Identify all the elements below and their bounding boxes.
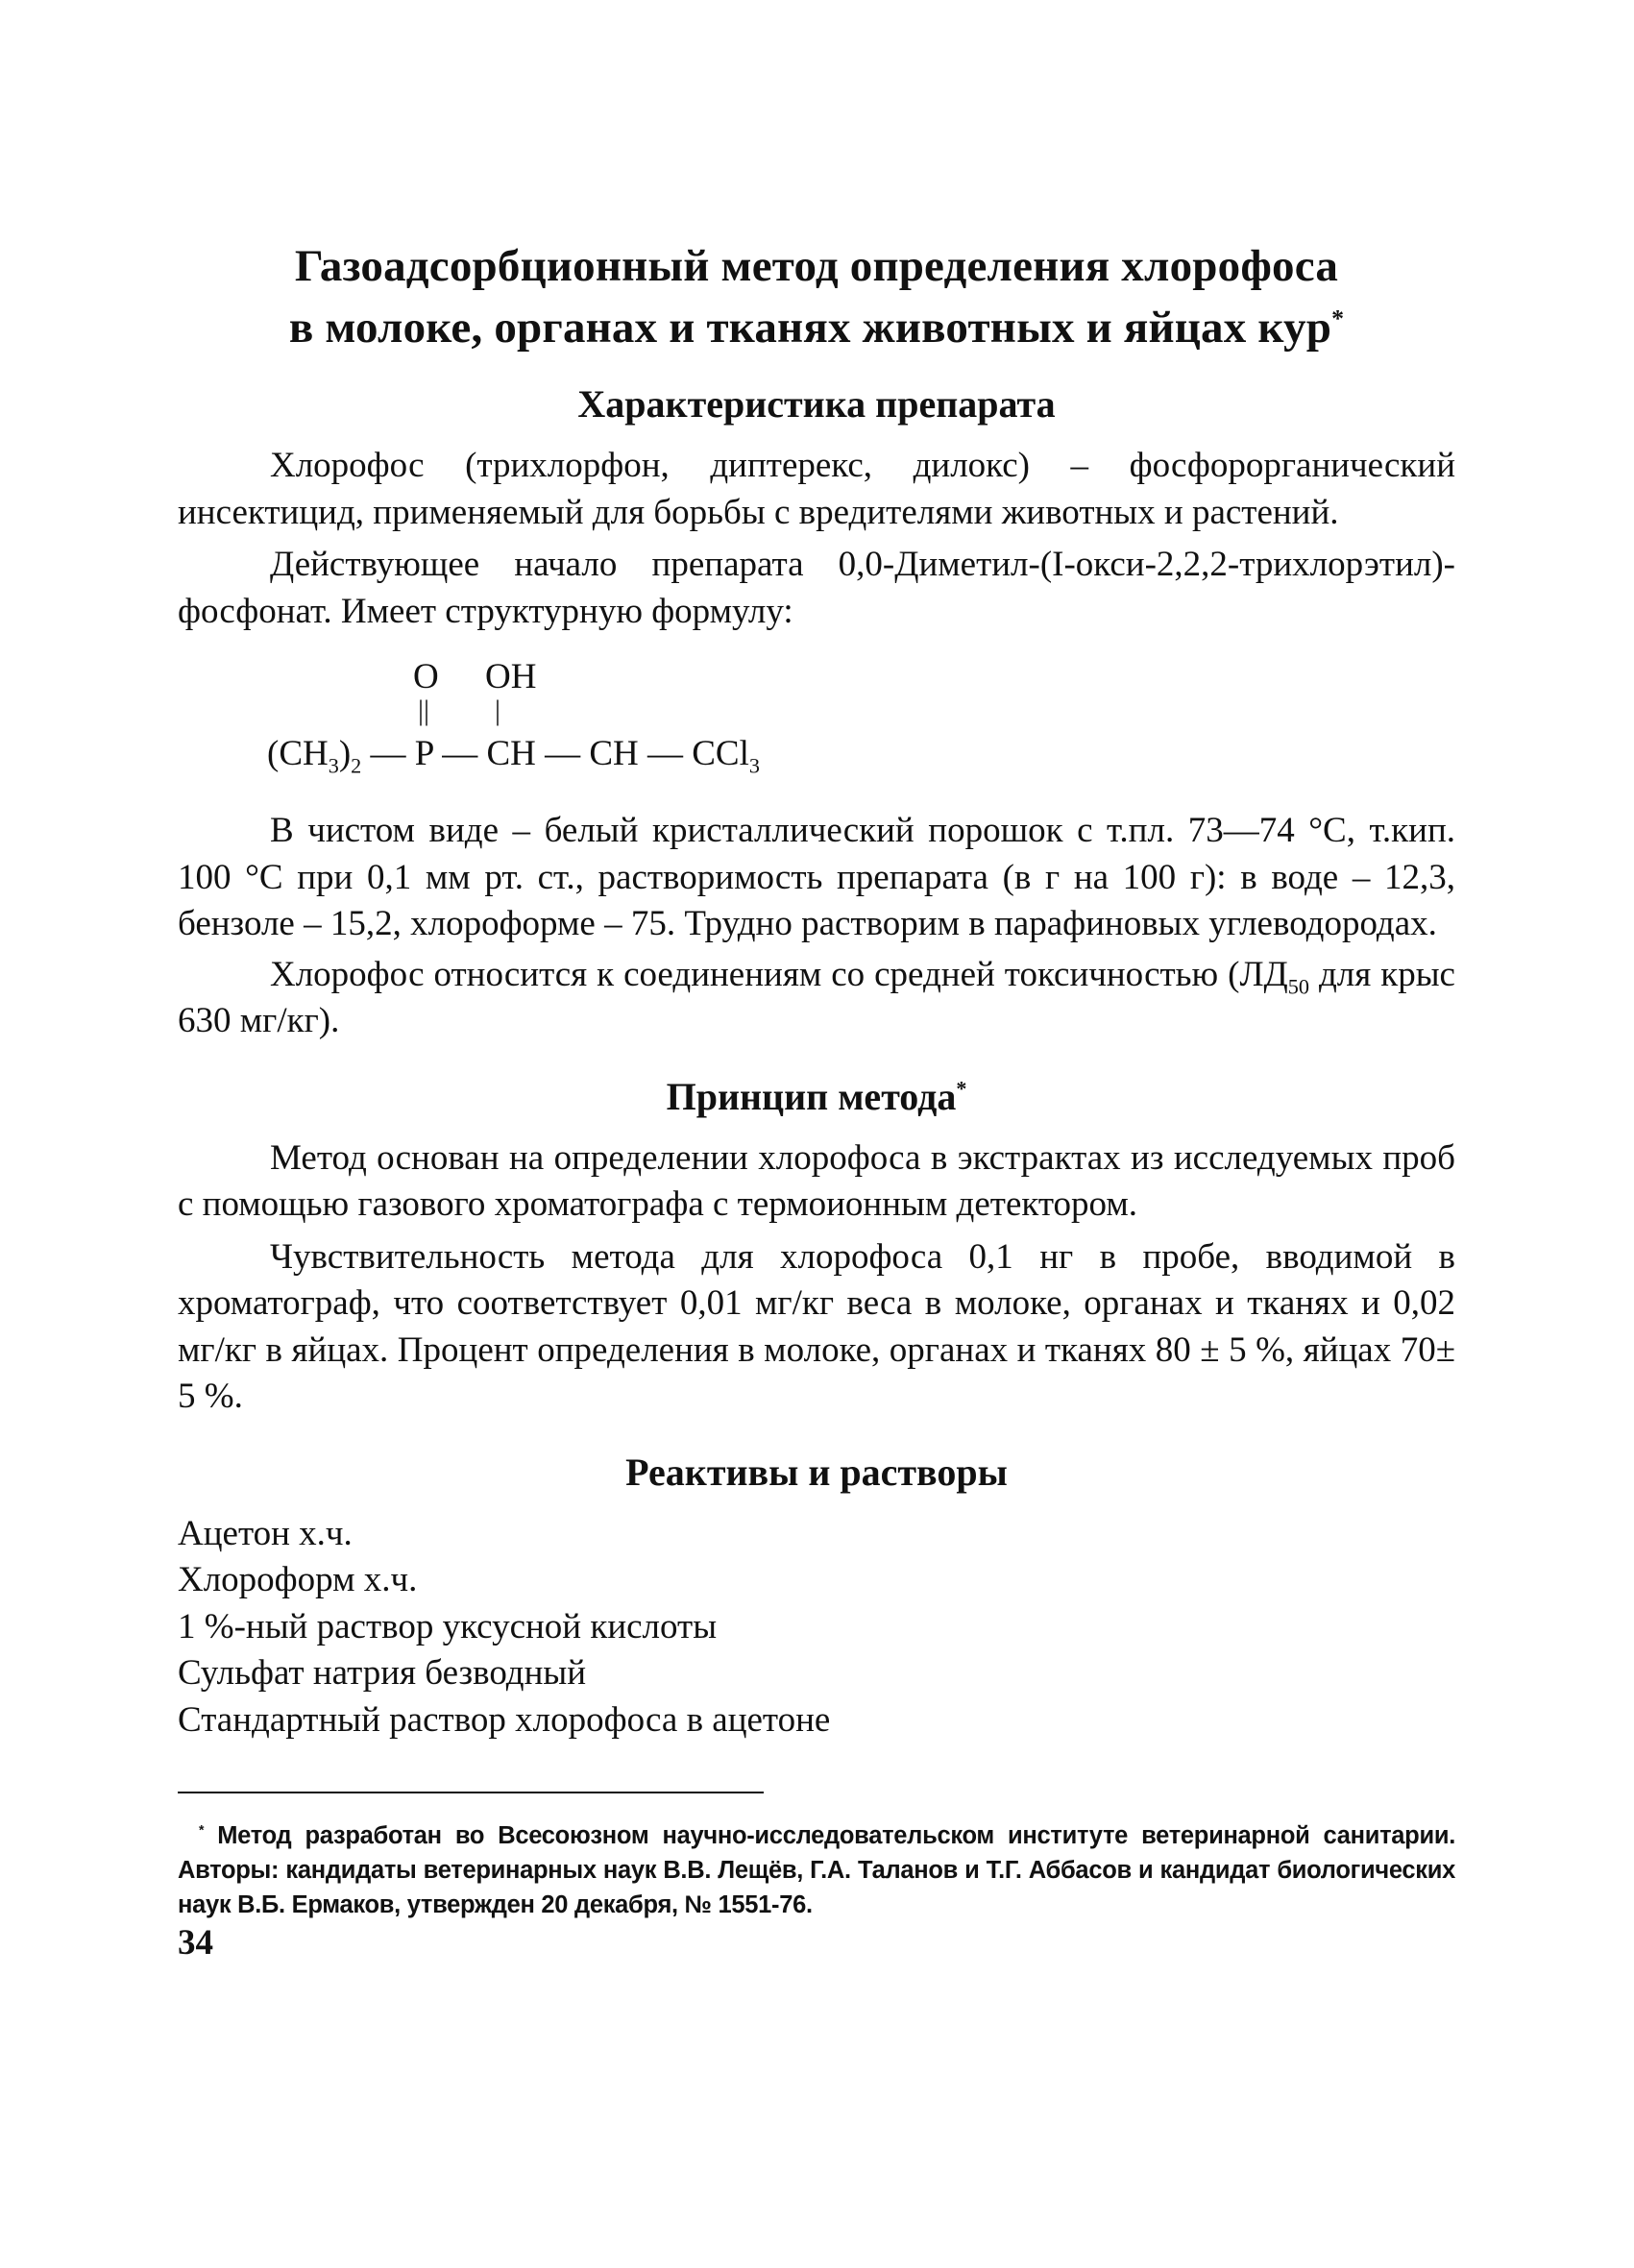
reagent-item: Хлороформ х.ч. [178,1560,418,1599]
paragraph-method-basis: Метод основан на определении хлорофоса в экстрактах из исследуемых проб с помощью газового хроматографа с термоионным детектором. [178,1137,1455,1224]
formula-prefix: (CH [267,734,329,773]
paragraph-toxicity [178,952,1455,1045]
section-heading-reagents: Реактивы и растворы [625,1450,1008,1494]
reagent-item: Ацетон х.ч. [178,1513,353,1553]
toxicity-text-end: для крыс 630 мг/кг). [178,954,1455,1040]
formula-hydroxyl: OH [485,657,537,696]
principle-footnote-mark: * [956,1076,967,1101]
formula-oxygen: O [413,657,439,696]
reagent-item: 1 %-ный раствор уксусной кислоты [178,1606,718,1646]
footnote-text: Метод разработан во Всесоюзном научно-исследовательском институте ветеринарной санитарии. Авторы: кандидаты ветеринарных наук В.В. Лещёв, Г.А. Таланов и Т.Г. Аббасов и кандидат биологических наук В.Б. Ермаков, утвержден 20 декабря, № 1551-76. [178,1822,1455,1918]
reagent-item: Сульфат натрия безводный [178,1653,587,1693]
formula-chain-sub: 3 [748,753,760,778]
principle-heading-text: Принцип метода [666,1074,957,1118]
formula-prefix-close-sub: 2 [351,753,362,778]
title-footnote-mark: * [1331,304,1345,332]
paragraph-sensitivity: Чувствительность метода для хлорофоса 0,1 нг в пробе, вводимой в хроматограф, что соответствует 0,01 мг/кг веса в молоке, органах и тканях и 0,02 мг/кг в яйцах. Процент определения в молоке, органах и тканях 80 ± 5 %, яйцах 70± 5 %. [178,1236,1455,1416]
title-line-1: Газоадсорбционный метод определения хлорофоса [294,241,1339,291]
title-line-2 [178,297,1455,358]
paragraph-description: Хлорофос (трихлорфон, диптерекс, дилокс) – фосфорорганический инсектицид, применяемый для борьбы с вредителями животных и растений. [178,446,1455,532]
formula-single-bond: | [495,695,501,726]
footnote-mark: * [199,1821,205,1838]
toxicity-text: Хлорофос относится к соединениям со средней токсичностью (ЛД [270,954,1288,994]
formula-double-bond: || [418,695,430,726]
reagents-list [178,1511,1455,1744]
formula-chain [267,733,760,778]
section-heading-principle [178,1072,1455,1122]
formula-prefix-close: ) [338,734,352,773]
paragraph-active-ingredient: Действующее начало препарата 0,0-Диметил-(I-окси-2,2,2-трихлорэтил)-фосфонат. Имеет структурную формулу: [178,545,1455,631]
formula-prefix-sub: 3 [328,753,339,778]
footnote-divider [178,1792,764,1793]
reagent-item: Стандартный раствор хлорофоса в ацетоне [178,1699,831,1740]
toxicity-ld-subscript: 50 [1287,973,1309,998]
footnote [178,1818,1455,1922]
section-heading-characteristics: Характеристика препарата [577,382,1056,426]
paragraph-properties: В чистом виде – белый кристаллический порошок с т.пл. 73—74 °С, т.кип. 100 °С при 0,1 мм рт. ст., растворимость препарата (в г на 100 г): в воде – 12,3, бензоле – 15,2, хлороформе – 75. Трудно растворим в парафиновых углеводородах. [178,811,1455,943]
document-title [178,235,1455,358]
document-page [178,235,1455,2195]
title-line-2-text: в молоке, органах и тканях животных и яйцах кур [288,303,1332,353]
page-number: 34 [178,1923,213,1963]
formula-chain-text: — P — CH — CH — CCl [361,734,749,773]
structural-formula [178,646,1455,791]
